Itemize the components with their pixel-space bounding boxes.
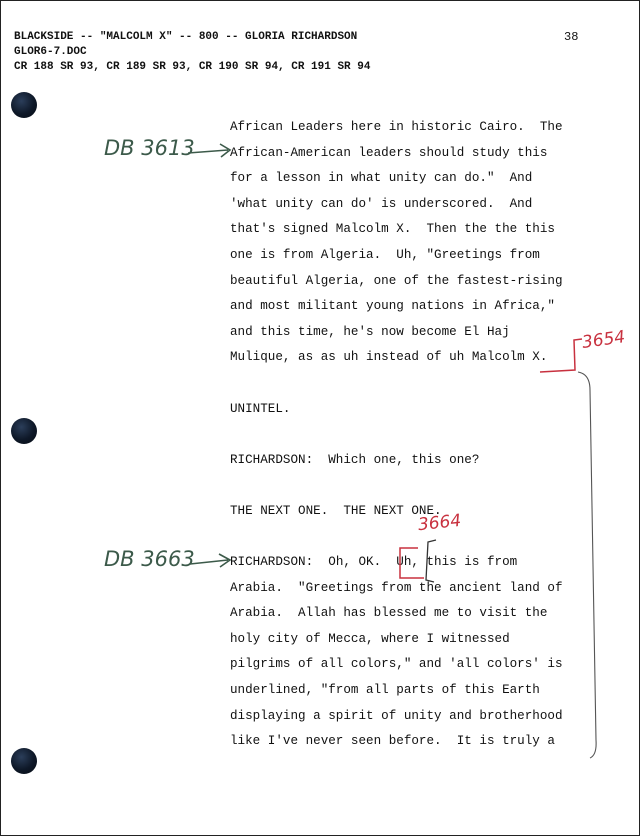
punch-hole-bottom: [11, 748, 37, 774]
db-annotation-2: DB 3663: [104, 547, 195, 571]
transcript-line: and this time, he's now become El Haj: [230, 324, 510, 339]
transcript-line: African-American leaders should study this: [230, 145, 548, 160]
punch-hole-middle: [11, 418, 37, 444]
header-codes: CR 188 SR 93, CR 189 SR 93, CR 190 SR 94, CR 191 SR 94: [14, 61, 371, 73]
db-annotation-1: DB 3613: [104, 136, 195, 160]
transcript-line: Mulique, as as uh instead of uh Malcolm X.: [230, 350, 548, 365]
transcript-line: and most militant young nations in Africa,": [230, 299, 555, 314]
header-filename: GLOR6-7.DOC: [14, 46, 87, 58]
transcript-line: displaying a spirit of unity and brotherhood: [230, 708, 563, 723]
header-title: BLACKSIDE -- "MALCOLM X" -- 800 -- GLORIA RICHARDSON: [14, 31, 358, 43]
page-number: 38: [564, 30, 579, 44]
transcript-line: like I've never seen before. It is truly a: [230, 734, 555, 749]
red-timecode-2: 3664: [417, 510, 463, 536]
transcript-line: for a lesson in what unity can do." And: [230, 171, 533, 186]
richardson-answer-first-line: [230, 550, 590, 576]
document-header: [14, 30, 370, 75]
transcript-line: 'what unity can do' is underscored. And: [230, 196, 533, 211]
red-timecode-1: 3654: [580, 327, 627, 353]
transcript-line: beautiful Algeria, one of the fastest-rising: [230, 273, 563, 288]
transcript-line: pilgrims of all colors," and 'all colors' is: [230, 657, 563, 672]
transcript-line: Arabia. "Greetings from the ancient land of: [230, 580, 563, 595]
transcript-line: one is from Algeria. Uh, "Greetings from: [230, 247, 540, 262]
interviewer-response: THE NEXT ONE. THE NEXT ONE.: [230, 503, 442, 518]
speaker-name: RICHARDSON:: [230, 555, 314, 570]
answer-text: Oh, OK. Uh, this is from: [313, 555, 518, 570]
richardson-question: RICHARDSON: Which one, this one?: [230, 452, 480, 467]
unintel-note: UNINTEL.: [230, 401, 291, 416]
transcript-body: [230, 115, 590, 755]
transcript-line: that's signed Malcolm X. Then the the this: [230, 222, 555, 237]
paragraph-1: [230, 115, 590, 371]
paragraph-2: [230, 576, 590, 755]
transcript-line: Arabia. Allah has blessed me to visit the: [230, 606, 548, 621]
transcript-line: underlined, "from all parts of this Earth: [230, 683, 540, 698]
transcript-line: African Leaders here in historic Cairo. The: [230, 120, 563, 134]
punch-hole-top: [11, 92, 37, 118]
transcript-line: holy city of Mecca, where I witnessed: [230, 631, 510, 646]
